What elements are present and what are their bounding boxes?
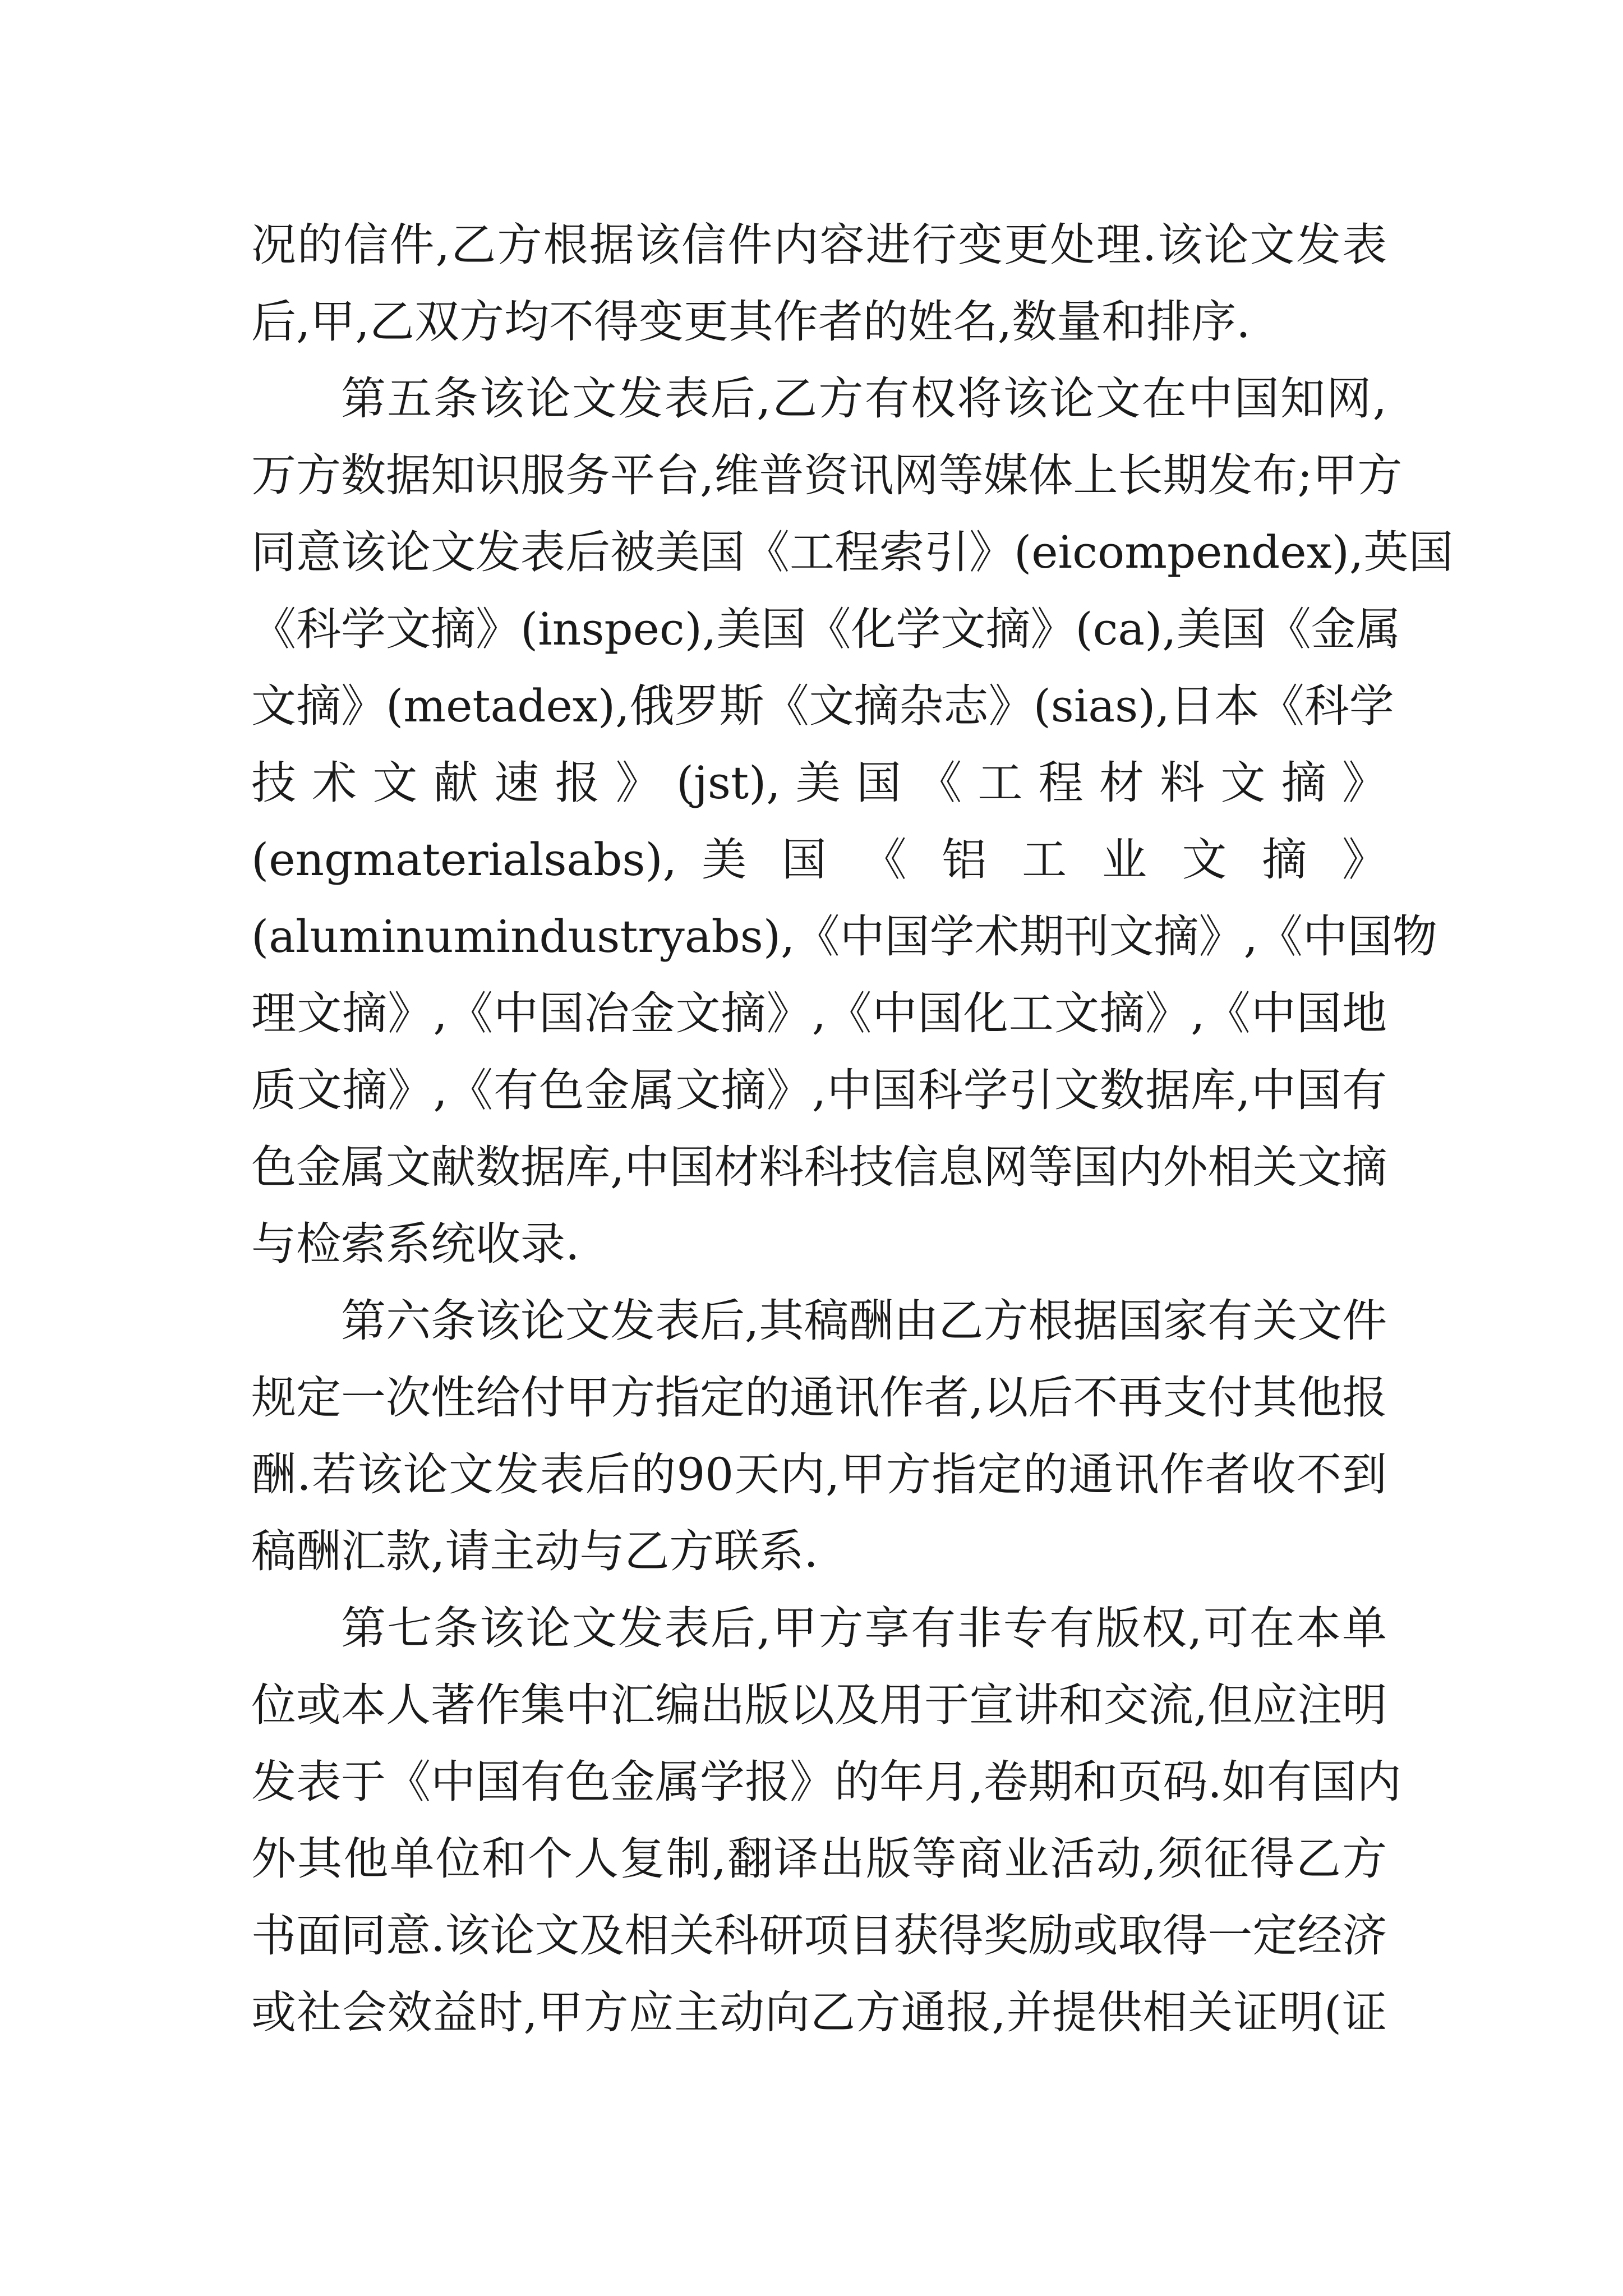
paragraph-start-article-6: 第六条该论文发表后,其稿酬由乙方根据国家有关文件	[341, 1295, 1387, 1347]
paragraph-start-article-7: 第七条该论文发表后,甲方享有非专有版权,可在本单	[341, 1602, 1387, 1654]
text-line: 与检索系统收录.	[251, 1218, 580, 1270]
text-line: 发表于《中国有色金属学报》的年月,卷期和页码.如有国内	[251, 1756, 1401, 1808]
text-line: 规定一次性给付甲方指定的通讯作者,以后不再支付其他报	[251, 1372, 1387, 1424]
text-line: 位或本人著作集中汇编出版以及用于宣讲和交流,但应注明	[251, 1679, 1387, 1731]
text-line: 同意该论文发表后被美国《工程索引》(eicompendex),英国	[251, 526, 1454, 578]
text-line: 万方数据知识服务平台,维普资讯网等媒体上长期发布;甲方	[251, 449, 1403, 501]
text-line: (aluminumindustryabs),《中国学术期刊文摘》,《中国物	[251, 910, 1437, 963]
text-line: 技 术 文 献 速 报 》 (jst), 美 国 《 工 程 材 料 文 摘 》	[251, 757, 1387, 809]
text-line: 书面同意.该论文及相关科研项目获得奖励或取得一定经济	[251, 1910, 1387, 1962]
text-line: 稿酬汇款,请主动与乙方联系.	[251, 1525, 818, 1577]
text-line: 质文摘》,《有色金属文摘》,中国科学引文数据库,中国有	[251, 1064, 1387, 1116]
text-line: (engmaterialsabs), 美 国 《 铝 工 业 文 摘 》	[251, 834, 1387, 886]
text-line: 理文摘》,《中国冶金文摘》,《中国化工文摘》,《中国地	[251, 987, 1387, 1039]
text-line: 况的信件,乙方根据该信件内容进行变更处理.该论文发表	[251, 219, 1387, 271]
text-line: 或社会效益时,甲方应主动向乙方通报,并提供相关证明(证	[251, 1986, 1387, 2039]
text-line: 文摘》(metadex),俄罗斯《文摘杂志》(sias),日本《科学	[251, 680, 1394, 732]
body-text	[251, 206, 1454, 2051]
text-line: 后,甲,乙双方均不得变更其作者的姓名,数量和排序.	[251, 296, 1251, 348]
paragraph-start-article-5: 第五条该论文发表后,乙方有权将该论文在中国知网,	[341, 372, 1387, 425]
text-line: 色金属文献数据库,中国材料科技信息网等国内外相关文摘	[251, 1141, 1387, 1193]
text-line: 《科学文摘》(inspec),美国《化学文摘》(ca),美国《金属	[251, 603, 1401, 655]
text-line: 酬.若该论文发表后的90天内,甲方指定的通讯作者收不到	[251, 1448, 1387, 1501]
text-line: 外其他单位和个人复制,翻译出版等商业活动,须征得乙方	[251, 1833, 1387, 1885]
